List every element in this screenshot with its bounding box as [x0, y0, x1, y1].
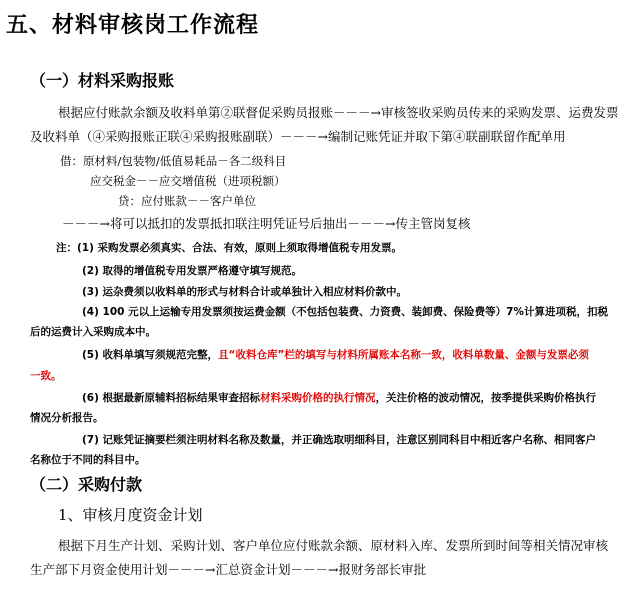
note-item: (7) 记账凭证摘要栏须注明材料名称及数量，并正确选取明细科目，注意区别同科目中相近客户名称、相同客户 — [82, 434, 597, 446]
paragraph-line: 根据下月生产计划、采购计划、客户单位应付账款余额、原材料入库、发票所到时间等相关情况审核 — [58, 538, 609, 553]
paragraph-line: 根据应付账款余额及收料单第②联督促采购员报账－－－→审核签收采购员传来的采购发票、运费发票 — [58, 105, 619, 120]
paragraph-line: 及收料单（④采购报账正联④采购报账副联）－－－→编制记账凭证并取下第④联副联留作配单用 — [30, 129, 566, 144]
note-item: (4) 100 元以上运输专用发票须按运费金额（不包括包装费、力资费、装卸费、保险费等）7%计算进项税，扣税 — [82, 306, 608, 318]
journal-entry-debit: 借：原材料/包装物/低值易耗品－各二级科目 — [60, 154, 287, 168]
note-text: (5) 收料单填写须规范完整， — [82, 349, 219, 361]
note-item-continuation: 情况分析报告。 — [30, 412, 104, 424]
note-item — [82, 347, 589, 362]
page-title: 五、材料审核岗工作流程 — [6, 12, 260, 38]
note-text: ，关注价格的波动情况，按季提供采购价格执行 — [375, 392, 597, 404]
note-item-continuation: 后的运费计入采购成本中。 — [30, 326, 156, 338]
note-highlight: 材料采购价格的执行情况 — [260, 392, 376, 404]
transfer-step: －－－→将可以抵扣的发票抵扣联注明凭证号后抽出－－－→传主管岗复核 — [62, 216, 471, 231]
subsection-heading: 1、审核月度资金计划 — [58, 506, 203, 524]
note-highlight: 且“收料仓库”栏的填写与材料所属账本名称一致，收料单数量、金额与发票必须 — [218, 349, 589, 361]
note-item: (3) 运杂费须以收料单的形式与材料合计或单独计入相应材料价款中。 — [82, 286, 408, 298]
note-item: (2) 取得的增值税专用发票严格遵守填写规范。 — [82, 265, 303, 277]
note-highlight-continuation: 一致。 — [30, 370, 62, 382]
note-item-continuation: 名称位于不同的科目中。 — [30, 454, 146, 466]
paragraph-line: 生产部下月资金使用计划－－－→汇总资金计划－－－→报财务部长审批 — [30, 562, 426, 577]
note-text: (6) 根据最新原辅料招标结果审查招标 — [82, 392, 261, 404]
section-heading-purchase-payment: （二）采购付款 — [30, 475, 143, 494]
note-item — [82, 390, 596, 405]
journal-entry-tax: 应交税金－－应交增值税（进项税额） — [90, 174, 286, 188]
journal-entry-credit: 贷：应付账款－－客户单位 — [118, 194, 256, 208]
section-heading-purchase-reimbursement: （一）材料采购报账 — [30, 71, 175, 90]
note-item: 注：(1) 采购发票必须真实、合法、有效，原则上须取得增值税专用发票。 — [56, 242, 403, 254]
